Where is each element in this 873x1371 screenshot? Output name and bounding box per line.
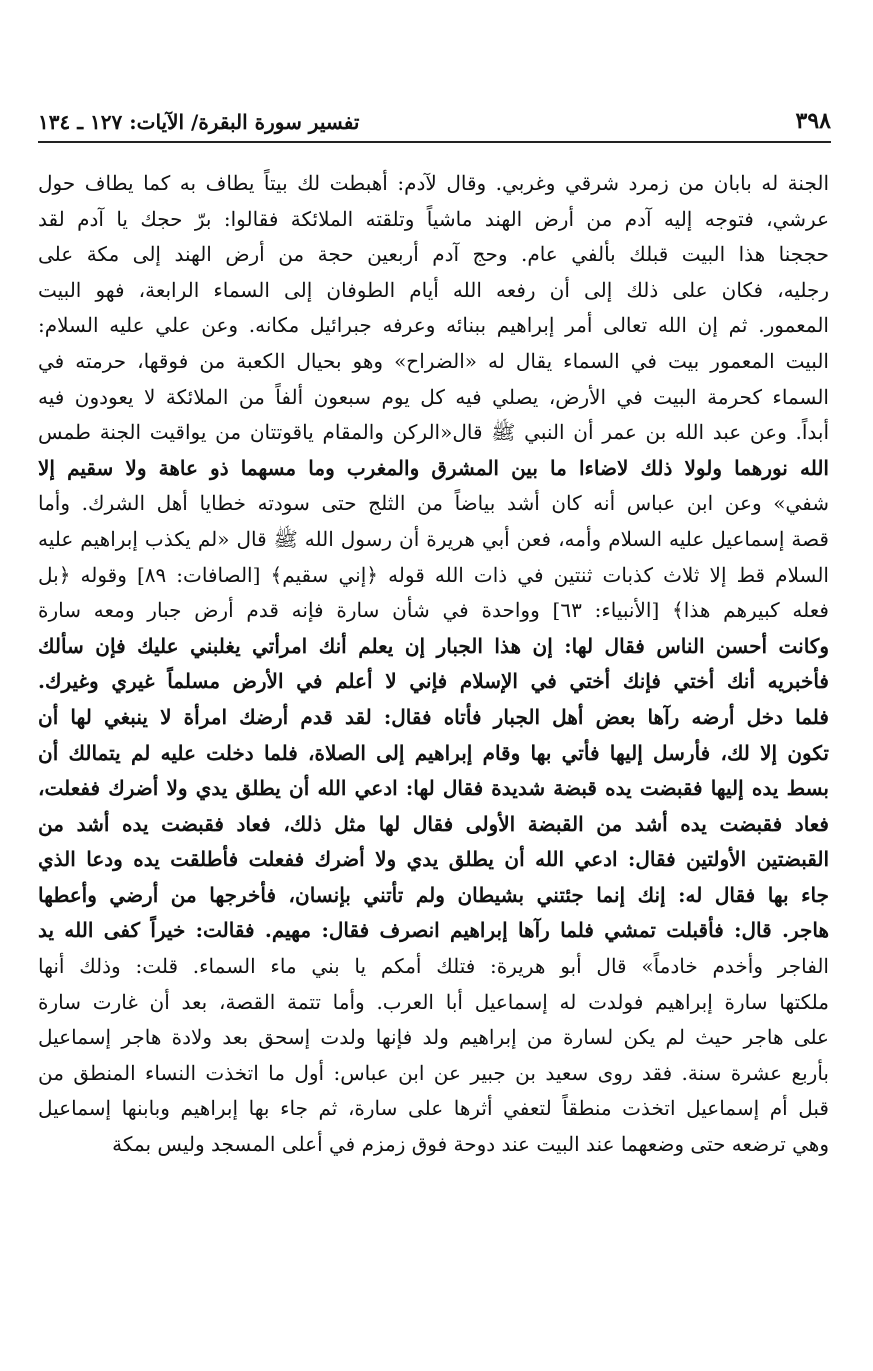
text-line: تكون إلا لك، فأرسل إليها فأتي بها وقام إبراهيم إلى الصلاة، فلما دخلت عليه لم يتمالك أن <box>38 740 829 765</box>
text-line: بأربع عشرة سنة. فقد روى سعيد بن جبير عن ابن عباس: أول ما اتخذت النساء المنطق من <box>38 1060 829 1085</box>
text-line: القبضتين الأولتين فقال: ادعي الله أن يطلق يدي ولا أضرك ففعلت فأطلقت يده ودعا الذي <box>38 847 829 872</box>
text-line: هاجر. قال: فأقبلت تمشي فلما رآها إبراهيم انصرف فقال: مهيم. فقالت: خيراً كفى الله يد <box>38 918 829 943</box>
text-line: عرشي، فتوجه إليه آدم من أرض الهند ماشياً وتلقته الملائكة فقالوا: برّ حجك يا آدم لقد <box>38 206 829 231</box>
text-line: الفاجر وأخدم خادماً» قال أبو هريرة: فتلك أمكم يا بني ماء السماء. قلت: وذلك أنها <box>38 954 829 979</box>
header-divider <box>38 141 831 143</box>
page-number: ٣٩٨ <box>795 108 831 134</box>
text-line: البيت المعمور بيت في السماء يقال له «الضراح» وهو بحيال الكعبة من فوقها، حرمته في <box>38 348 829 373</box>
body-text <box>38 166 829 1163</box>
text-line: قبل أم إسماعيل اتخذت منطقاً لتعفي أثرها على سارة، ثم جاء بها إبراهيم وبابنها إسماعيل <box>38 1096 829 1121</box>
text-line: حججنا هذا البيت قبلك بألفي عام. وحج آدم أربعين حجة من أرض الهند إلى مكة على <box>38 242 829 267</box>
text-line: السماء كحرمة البيت في الأرض، يصلي فيه كل يوم سبعون ألفاً من الملائكة لا يعودون فيه <box>38 384 829 409</box>
text-line: فعاد فقبضت يده أشد من القبضة الأولى فقال لها مثل ذلك، فعاد فقبضت يده أشد من <box>38 811 829 836</box>
text-line: قصة إسماعيل عليه السلام وأمه، فعن أبي هريرة أن رسول الله ﷺ قال «لم يكذب إبراهيم عليه <box>38 526 829 551</box>
text-line: فعله كبيرهم هذا﴾ [الأنبياء: ٦٣] وواحدة في شأن سارة فإنه قدم أرض جبار ومعه سارة <box>38 598 829 623</box>
page-header <box>38 100 831 134</box>
running-title: تفسير سورة البقرة/ الآيات: ١٢٧ ـ ١٣٤ <box>38 110 360 134</box>
text-line: وهي ترضعه حتى وضعهما عند البيت عند دوحة فوق زمزم في أعلى المسجد وليس بمكة <box>112 1132 829 1157</box>
text-line: جاء بها فقال له: إنك إنما جئتني بشيطان ولم تأتني بإنسان، فأخرجها من أرضي وأعطها <box>38 882 829 907</box>
text-line: الله نورهما ولولا ذلك لاضاءا ما بين المشرق والمغرب وما مسهما ذو عاهة ولا سقيم إلا <box>38 455 829 480</box>
text-line: المعمور. ثم إن الله تعالى أمر إبراهيم ببنائه وعرفه جبرائيل مكانه. وعن علي عليه السلام: <box>38 313 829 338</box>
text-line: الجنة له بابان من زمرد شرقي وغربي. وقال لآدم: أهبطت لك بيتاً يطاف به كما يطاف حول <box>38 171 829 195</box>
text-line: السلام قط إلا ثلاث كذبات ثنتين في ذات الله قوله ﴿إني سقيم﴾ [الصافات: ٨٩] وقوله ﴿بل <box>38 562 829 587</box>
text-line: فأخبريه أنك أختي فإنك أختي في الإسلام فإني لا أعلم في الأرض مسلماً غيري وغيرك. <box>38 669 829 694</box>
text-line: بسط يده إليها فقبضت يده قبضة شديدة فقال لها: ادعي الله أن يطلق يدي ولا أضرك ففعلت، <box>38 776 829 801</box>
text-line: ملكتها سارة إبراهيم فولدت له إسماعيل أبا العرب. وأما تتمة القصة، بعد أن غارت سارة <box>38 989 829 1014</box>
text-line: شفي» وعن ابن عباس أنه كان أشد بياضاً من الثلج حتى سودته خطايا أهل الشرك. وأما <box>38 491 829 516</box>
text-line: رجليه، فكان على ذلك إلى أن رفعه الله أيام الطوفان إلى السماء الرابعة، فهو البيت <box>38 277 829 302</box>
text-line: وكانت أحسن الناس فقال لها: إن هذا الجبار إن يعلم أنك امرأتي يغلبني عليك فإن سألك <box>38 633 829 658</box>
text-line: على هاجر حيث لم يكن لسارة من إبراهيم ولد فإنها ولدت إسحق بعد ولادة هاجر إسماعيل <box>38 1025 829 1050</box>
text-line: أبداً. وعن عبد الله بن عمر أن النبي ﷺ قال«الركن والمقام ياقوتتان من يواقيت الجنة طمس <box>38 420 829 445</box>
text-line: فلما دخل أرضه رآها بعض أهل الجبار فأتاه فقال: لقد قدم أرضك امرأة لا ينبغي لها أن <box>38 704 829 729</box>
